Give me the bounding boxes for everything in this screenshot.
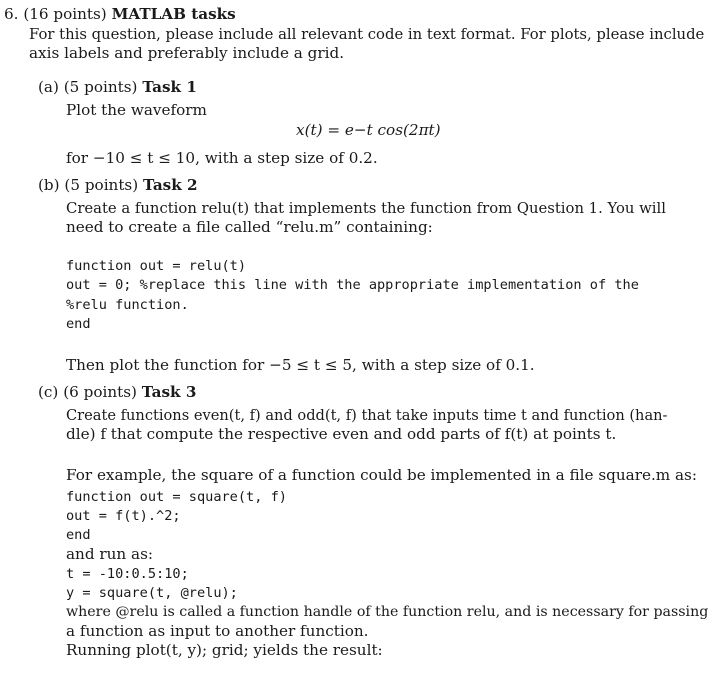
part-b-points: (5 points) xyxy=(64,176,139,194)
code-line: y = square(t, @relu); xyxy=(66,585,238,601)
code-line: function out = square(t, f) xyxy=(66,489,287,505)
part-b-line-1: Create a function relu(t) that implements the function from Question 1. You will xyxy=(66,200,666,217)
part-b-label: (b) xyxy=(38,176,60,194)
part-c-line-2: dle) f that compute the respective even and odd parts of f(t) at points t. xyxy=(66,425,617,443)
code-line: t = -10:0.5:10; xyxy=(66,566,189,582)
part-c-running: Running plot(t, y); grid; yields the result: xyxy=(66,641,383,659)
code-line: function out = relu(t) xyxy=(66,258,247,274)
part-a-range: for −10 ≤ t ≤ 10, with a step size of 0.2. xyxy=(66,149,378,167)
part-b-after: Then plot the function for −5 ≤ t ≤ 5, with a step size of 0.1. xyxy=(66,356,535,374)
code-line: end xyxy=(66,527,91,543)
part-c-points: (6 points) xyxy=(63,383,137,401)
intro-line-2: axis labels and preferably include a grid. xyxy=(29,44,345,62)
code-line: out = f(t).^2; xyxy=(66,508,181,524)
part-a-label: (a) xyxy=(38,78,59,96)
part-c-where-2: a function as input to another function. xyxy=(66,622,369,640)
part-b-header xyxy=(38,176,198,195)
part-c-line-1: Create functions even(t, f) and odd(t, f) that take inputs time t and function (han- xyxy=(66,407,668,424)
intro-line-1: For this question, please include all relevant code in text format. For plots, please include xyxy=(29,26,705,43)
code-line: out = 0; %replace this line with the appropriate implementation of the xyxy=(66,277,639,293)
part-a-title: Task 1 xyxy=(142,78,197,96)
part-a-points: (5 points) xyxy=(63,78,138,96)
part-c-where-1: where @relu is called a function handle of the function relu, and is necessary for passing xyxy=(66,604,709,620)
part-a-equation: x(t) = e−t cos(2πt) xyxy=(296,121,441,139)
part-c-example: For example, the square of a function could be implemented in a file square.m as: xyxy=(66,466,697,484)
question-title: MATLAB tasks xyxy=(111,5,236,23)
code-line: %relu function. xyxy=(66,297,189,313)
part-c-run-as: and run as: xyxy=(66,545,154,563)
part-a-header xyxy=(38,78,197,97)
part-b-title: Task 2 xyxy=(142,176,198,194)
part-a-line-1: Plot the waveform xyxy=(66,101,207,119)
question-header xyxy=(4,5,236,24)
part-c-header xyxy=(38,383,196,402)
part-c-label: (c) xyxy=(38,383,59,401)
code-line: end xyxy=(66,316,91,332)
part-b-line-2: need to create a file called “relu.m” containing: xyxy=(66,218,433,236)
question-points: (16 points) xyxy=(23,5,107,23)
question-number: 6. xyxy=(4,5,19,23)
part-c-title: Task 3 xyxy=(141,383,197,401)
